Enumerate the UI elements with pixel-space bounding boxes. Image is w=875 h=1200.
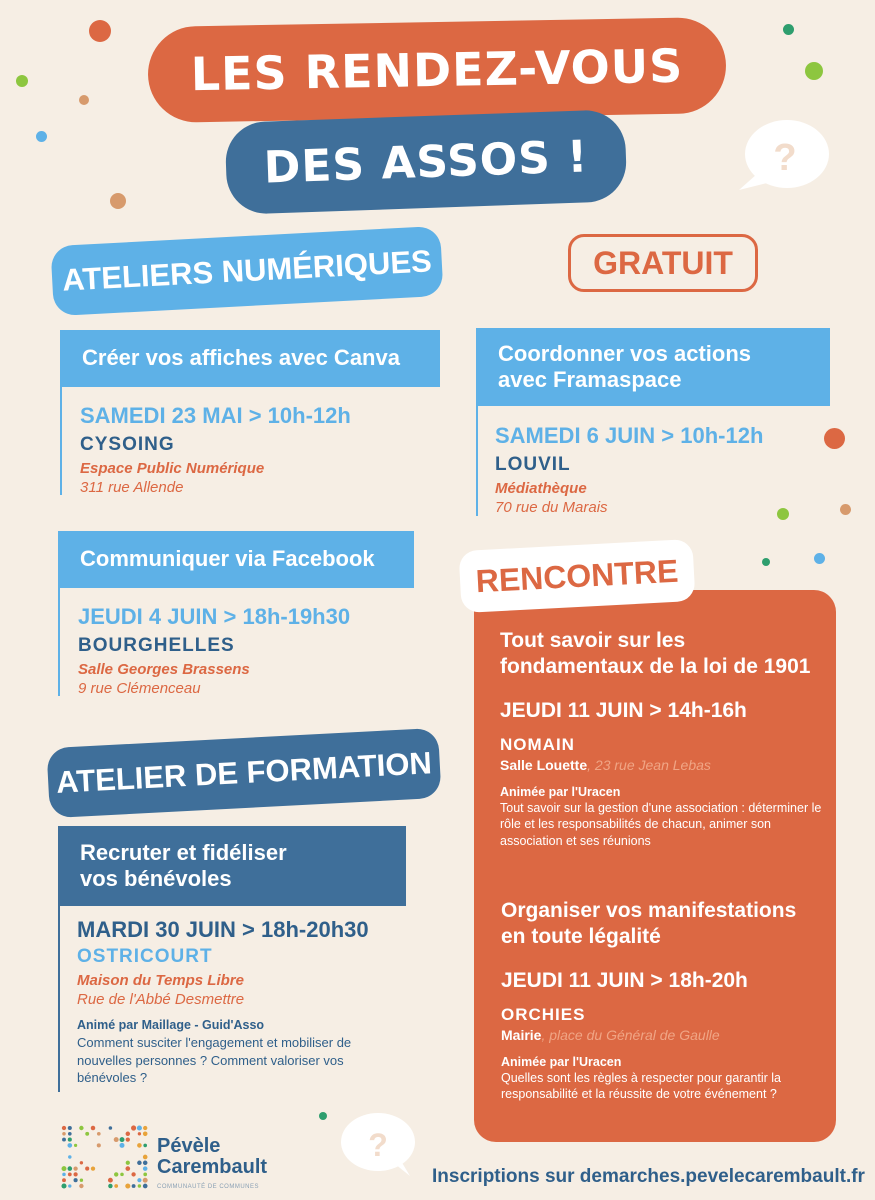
logo-dot: [143, 1166, 148, 1171]
event-town: OSTRICOURT: [77, 946, 213, 968]
logo-line-1: Pévèle: [157, 1135, 221, 1157]
atelier-framaspace-details: [495, 424, 763, 516]
event-venue: Salle Georges Brassens: [78, 661, 250, 679]
logo-dot: [143, 1184, 148, 1189]
event-venue: Maison du Temps Libre: [77, 972, 244, 990]
event-date: [501, 969, 829, 993]
event-day: SAMEDI 23 MAI: [80, 403, 243, 428]
event-address: , place du Général de Gaulle: [541, 1026, 720, 1043]
logo-dot: [97, 1143, 101, 1147]
event-time: > 18h-20h30: [242, 917, 369, 942]
logo-dot: [143, 1155, 148, 1160]
logo-dot: [108, 1184, 112, 1188]
decor-dot: [79, 95, 89, 105]
logo-dot: [126, 1137, 130, 1141]
logo-dot: [143, 1144, 147, 1148]
atelier-title-text: Coordonner vos actions avec Framaspace: [498, 340, 752, 392]
title-line-1: LES RENDEZ-VOUS: [147, 17, 727, 123]
logo-dot: [68, 1155, 71, 1158]
event-address: Rue de l'Abbé Desmettre: [77, 991, 245, 1009]
logo-subtitle: COMMUNAUTÉ DE COMMUNES: [157, 1184, 259, 1190]
event-town: BOURGHELLES: [78, 635, 235, 657]
event-day: SAMEDI 6 JUIN: [495, 423, 656, 448]
event-venue-line: [501, 1027, 829, 1043]
logo-dot: [137, 1161, 142, 1166]
logo-dot: [91, 1126, 96, 1131]
decor-dot: [814, 553, 825, 564]
svg-text:?: ?: [368, 1127, 388, 1163]
logo-dot: [62, 1173, 66, 1177]
logo-dot: [125, 1183, 130, 1188]
logo-dot: [138, 1184, 141, 1187]
rencontre-loi-1901: [500, 628, 828, 850]
event-venue: Salle Louette: [500, 756, 588, 773]
pevele-carembault-logo: [60, 1122, 152, 1192]
logo-dot: [68, 1126, 72, 1130]
logo-dot: [138, 1132, 141, 1135]
atelier-canva-details: [80, 404, 351, 496]
divider-line: [58, 588, 60, 696]
event-day: JEUDI 4 JUIN: [78, 604, 218, 629]
logo-dot: [62, 1178, 66, 1182]
logo-wordmark: [157, 1136, 267, 1178]
atelier-title-text: Créer vos affiches avec Canva: [82, 345, 400, 371]
event-town: NOMAIN: [500, 734, 575, 754]
logo-dot: [62, 1138, 66, 1142]
logo-dot: [114, 1137, 119, 1142]
logo-dot: [74, 1144, 77, 1147]
logo-dot: [80, 1161, 83, 1164]
logo-dot: [80, 1178, 83, 1181]
logo-dot: [62, 1132, 66, 1136]
logo-dot: [73, 1166, 77, 1170]
logo-dot: [125, 1166, 130, 1171]
rencontre-title-line-2: en toute légalité: [501, 925, 661, 949]
logo-dot: [109, 1126, 113, 1130]
formation-title: [58, 826, 406, 906]
event-day: JEUDI 11 JUIN: [501, 968, 645, 992]
rencontre-title-line-1: Tout savoir sur les: [500, 629, 686, 652]
formation-details: [77, 918, 397, 1087]
event-town: ORCHIES: [501, 1004, 586, 1024]
divider-line: [476, 406, 478, 516]
event-address: 70 rue du Marais: [495, 499, 608, 517]
question-bubble-icon: [735, 118, 831, 198]
logo-dot: [143, 1173, 147, 1177]
logo-dot: [61, 1183, 66, 1188]
logo-dot: [97, 1132, 101, 1136]
logo-dot: [68, 1132, 72, 1136]
event-venue-line: [500, 757, 828, 773]
logo-dot: [132, 1184, 136, 1188]
decor-dot: [89, 20, 111, 42]
logo-dot: [143, 1126, 147, 1130]
logo-dot: [74, 1178, 78, 1182]
logo-dot: [126, 1132, 131, 1137]
logo-dot: [131, 1172, 135, 1176]
formation-title-line-1: Recruter et fidéliser: [80, 839, 287, 865]
event-address: 9 rue Clémenceau: [78, 680, 201, 698]
section-ateliers-numeriques: ATELIERS NUMÉRIQUES: [50, 226, 443, 316]
event-date: [78, 605, 350, 629]
logo-dot: [79, 1126, 83, 1130]
decor-dot: [805, 62, 823, 80]
gratuit-badge: GRATUIT: [568, 234, 758, 292]
rencontre-title: [500, 628, 828, 681]
question-bubble-icon: [338, 1110, 420, 1180]
decor-dot: [783, 24, 794, 35]
event-animator: Animée par l'Uracen: [500, 784, 621, 799]
divider-line: [60, 387, 62, 495]
logo-dot: [62, 1126, 66, 1130]
decor-dot: [110, 193, 126, 209]
event-day: JEUDI 11 JUIN: [500, 698, 644, 722]
event-town: LOUVIL: [495, 454, 571, 476]
logo-dot: [62, 1166, 67, 1171]
decor-dot: [840, 504, 851, 515]
logo-line-2: Carembault: [157, 1156, 268, 1178]
event-animator: Animé par Maillage - Guid'Asso: [77, 1018, 265, 1033]
logo-dot: [120, 1137, 125, 1142]
logo-dot: [131, 1125, 136, 1130]
event-description: Quelles sont les règles à respecter pour garantir la responsabilité et la réussite de votre événement ?: [501, 1070, 782, 1102]
logo-dot: [108, 1178, 113, 1183]
event-time: > 14h-16h: [649, 698, 747, 722]
rencontre-manifestations: [501, 898, 829, 1103]
event-venue: Médiathèque: [495, 480, 587, 498]
rencontre-title-line-2: fondamentaux de la loi de 1901: [500, 655, 811, 679]
logo-dot: [73, 1172, 77, 1176]
rencontre-badge: RENCONTRE: [459, 539, 696, 613]
event-venue: Espace Public Numérique: [80, 460, 265, 478]
decor-dot: [36, 131, 47, 142]
atelier-facebook-title: [58, 531, 414, 588]
logo-dot: [137, 1178, 141, 1182]
atelier-facebook-details: [78, 605, 350, 697]
logo-dot: [137, 1125, 142, 1130]
rencontre-title-line-1: Organiser vos manifestations: [501, 899, 797, 922]
divider-line: [58, 906, 60, 1092]
logo-dot: [143, 1178, 148, 1183]
logo-dot: [68, 1184, 71, 1187]
event-time: > 18h-20h: [650, 968, 748, 992]
decor-dot: [319, 1112, 327, 1120]
event-day: MARDI 30 JUIN: [77, 917, 236, 942]
decor-dot: [762, 558, 770, 566]
decor-dot: [777, 508, 789, 520]
event-time: > 10h-12h: [248, 403, 351, 428]
event-date: [80, 404, 351, 428]
logo-dot: [120, 1173, 124, 1177]
logo-dot: [67, 1143, 72, 1148]
svg-text:?: ?: [773, 137, 797, 179]
event-town: CYSOING: [80, 434, 175, 456]
event-venue: Mairie: [501, 1026, 542, 1043]
title-line-2: DES ASSOS !: [225, 109, 628, 215]
atelier-framaspace-title: [476, 328, 830, 406]
event-description: Comment susciter l'engagement et mobiliser de nouvelles personnes ? Comment valoriser vos bénévoles ?: [77, 1035, 352, 1086]
event-animator: Animée par l'Uracen: [501, 1054, 622, 1069]
logo-dot: [137, 1143, 142, 1148]
decor-dot: [16, 75, 28, 87]
event-address: , 23 rue Jean Lebas: [587, 756, 711, 773]
logo-dot: [143, 1161, 148, 1166]
logo-dot: [120, 1143, 125, 1148]
logo-dot: [114, 1184, 118, 1188]
logo-dot: [85, 1132, 89, 1136]
formation-title-line-2: vos bénévoles: [80, 866, 232, 891]
logo-dot: [126, 1161, 130, 1165]
registration-link[interactable]: Inscriptions sur demarches.pevelecarembault.fr: [432, 1166, 865, 1187]
atelier-canva-title: [60, 330, 440, 387]
event-date: [77, 918, 397, 942]
logo-dot: [67, 1166, 72, 1171]
event-time: > 10h-12h: [661, 423, 764, 448]
event-address: 311 rue Allende: [80, 479, 184, 497]
logo-dot: [85, 1167, 89, 1171]
section-atelier-formation: ATELIER DE FORMATION: [46, 728, 441, 818]
rencontre-title: [501, 898, 829, 951]
logo-dot: [68, 1172, 72, 1176]
event-date: [495, 424, 763, 448]
logo-dot: [79, 1184, 83, 1188]
atelier-title-text: Communiquer via Facebook: [80, 546, 375, 572]
logo-dot: [68, 1138, 72, 1142]
logo-dot: [91, 1166, 95, 1170]
decor-dot: [824, 428, 845, 449]
event-time: > 18h-19h30: [223, 604, 351, 629]
event-date: [500, 699, 828, 723]
event-description: Tout savoir sur la gestion d'une association : déterminer le rôle et les responsabilités de chacun, animer son association et ses réunions: [500, 800, 822, 849]
logo-dot: [114, 1172, 118, 1176]
logo-dot: [143, 1132, 148, 1137]
